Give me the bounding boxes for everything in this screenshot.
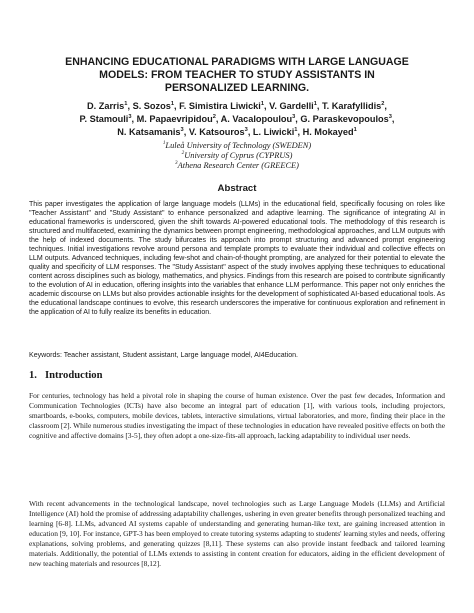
- affiliation-text: University of Cyprus (CYPRUS): [184, 150, 293, 160]
- affiliation-list: [40, 141, 434, 170]
- title-line: MODELS: FROM TEACHER TO STUDY ASSISTANTS IN: [99, 69, 375, 81]
- section-title: Introduction: [45, 370, 103, 381]
- author-name: F. Simistira Liwicki: [179, 101, 261, 111]
- affiliation-mark: 1: [162, 140, 166, 147]
- author-name: A. Vacalopoulou: [220, 114, 293, 124]
- author-separator: ,: [297, 127, 303, 137]
- affiliation: [40, 141, 434, 151]
- keywords-text: Teacher assistant, Student assistant, Large language model, AI4Education.: [61, 352, 299, 359]
- author-separator: ,: [127, 101, 133, 111]
- author-name: S. Sozos: [132, 101, 171, 111]
- author-line: [30, 113, 444, 126]
- author-name: T. Karafyllidis: [322, 101, 382, 111]
- author-affiliation-mark: 3: [244, 126, 248, 133]
- author-affiliation-mark: 1: [353, 126, 357, 133]
- author-affiliation-mark: 3: [388, 113, 392, 120]
- author-line: [30, 126, 444, 139]
- title-line: ENHANCING EDUCATIONAL PARADIGMS WITH LARGE LANGUAGE: [65, 56, 409, 68]
- affiliation-text: Luleå University of Technology (SWEDEN): [165, 141, 312, 150]
- author-separator: ,: [384, 101, 387, 111]
- author-separator: ,: [264, 101, 270, 111]
- author-separator: ,: [183, 127, 189, 137]
- affiliation-mark: 3: [175, 159, 178, 166]
- affiliation: [40, 151, 434, 161]
- keywords: [29, 351, 445, 360]
- author-name: L. Liwicki: [252, 127, 295, 137]
- author-affiliation-mark: 1: [124, 100, 128, 107]
- author-name: H. Mokayed: [302, 127, 354, 137]
- author-affiliation-mark: 2: [381, 100, 385, 107]
- author-name: V. Gardelli: [269, 101, 314, 111]
- author-separator: ,: [247, 127, 253, 137]
- author-separator: ,: [174, 101, 180, 111]
- author-affiliation-mark: 1: [170, 100, 175, 107]
- title-line: PERSONALIZED LEARNING.: [164, 82, 310, 94]
- author-separator: ,: [316, 101, 323, 111]
- author-line: [30, 100, 444, 113]
- author-separator: ,: [391, 114, 395, 124]
- author-list: [30, 100, 444, 139]
- body-paragraph: With recent advancements in the technological landscape, novel technologies such as Large Language Models (LLMs) and Artificial Intelligence (AI) hold the promise of addressing adaptability challenges, ushering in even greater benefits through personalized teaching and learning [6-8]. LLMs, advanced AI systems capable of understanding and generating human-like text, are gaining increased attention in education [9, 10]. For instance, GPT-3 has been employed to create tutoring systems adapting to students' learning styles and needs, offering explanations, solving problems, and generating quizzes [8,11]. These systems can also provide instant feedback and tailored learning materials. Additionally, the potential of LLMs extends to assisting in content creation for educators, aiding in the efficient development of new teaching materials and resources [8,12].: [29, 499, 445, 568]
- author-name: D. Zarris: [87, 101, 125, 111]
- author-name: M. Papaevripidou: [136, 114, 213, 124]
- author-name: V. Katsouros: [188, 127, 245, 137]
- author-affiliation-mark: 3: [292, 113, 296, 120]
- author-affiliation-mark: 3: [128, 113, 132, 120]
- author-affiliation-mark: 3: [180, 126, 184, 133]
- paper-title: [40, 56, 434, 95]
- author-name: N. Katsamanis: [117, 127, 181, 137]
- section-heading: [29, 369, 103, 382]
- author-separator: ,: [131, 114, 137, 124]
- keywords-label: Keywords:: [29, 352, 62, 359]
- author-name: P. Stamouli: [79, 114, 129, 124]
- affiliation: [40, 161, 434, 171]
- section-number: 1.: [29, 370, 37, 381]
- author-name: G. Paraskevopoulos: [300, 114, 389, 124]
- affiliation-mark: 2: [181, 150, 185, 156]
- body-paragraph: For centuries, technology has held a pivotal role in shaping the course of human existence. Over the past few decades, Information and Communication Technologies (ICTs) have also become an integral part of education [1], with various tools, including projectors, smartboards, e-books, computers, mobile devices, tablets, interactive simulations, virtual laboratories, and more, finding their place in the classroom [2]. While numerous studies investigating the impact of these technologies in education have revealed positive effects on both the cognitive and affective domains [3-5], they often adopt a one-size-fits-all approach, lacking adaptability to individual user needs.: [29, 391, 445, 440]
- author-affiliation-mark: 1: [294, 126, 298, 133]
- author-affiliation-mark: 1: [313, 100, 317, 107]
- author-affiliation-mark: 1: [260, 100, 265, 107]
- author-separator: ,: [215, 114, 221, 124]
- abstract-text: This paper investigates the application of large language models (LLMs) in the educational field, specifically focusing on roles like "Teacher Assistant" and "Study Assistant" to enhance personalized and adaptive learning. The significance of integrating AI in educational frameworks is underscored, given the shift towards AI-powered educational tools. The methodology of this research is structured and multifaceted, examining the dynamics between prompt engineering, methodological approaches, and LLM outputs with the help of indexed documents. The study bifurcates its approach into prompt structuring and advanced prompt engineering techniques. Initial investigations revolve around persona and template prompts to evaluate their individual and collective effects on LLM outputs. Advanced techniques, including few-shot and chain-of-thought prompting, are analyzed for their potential to elevate the quality and specificity of LLM responses. The "Study Assistant" aspect of the study involves applying these techniques to educational content across disciplines such as biology, mathematics, and physics. Findings from this research are poised to contribute significantly to the evolution of AI in education, offering insights into the variables that enhance LLM performance. This paper not only enriches the academic discourse on LLMs but also provides actionable insights for the development of sophisticated AI-based educational tools. As the educational landscape continues to evolve, this research underscores the imperative for continuous exploration and refinement in the application of AI to fully realize its benefits in education.: [29, 201, 445, 317]
- affiliation-text: Athena Research Center (GREECE): [177, 160, 299, 170]
- author-separator: ,: [295, 114, 301, 124]
- author-affiliation-mark: 2: [212, 113, 216, 120]
- abstract-heading: Abstract: [217, 183, 257, 194]
